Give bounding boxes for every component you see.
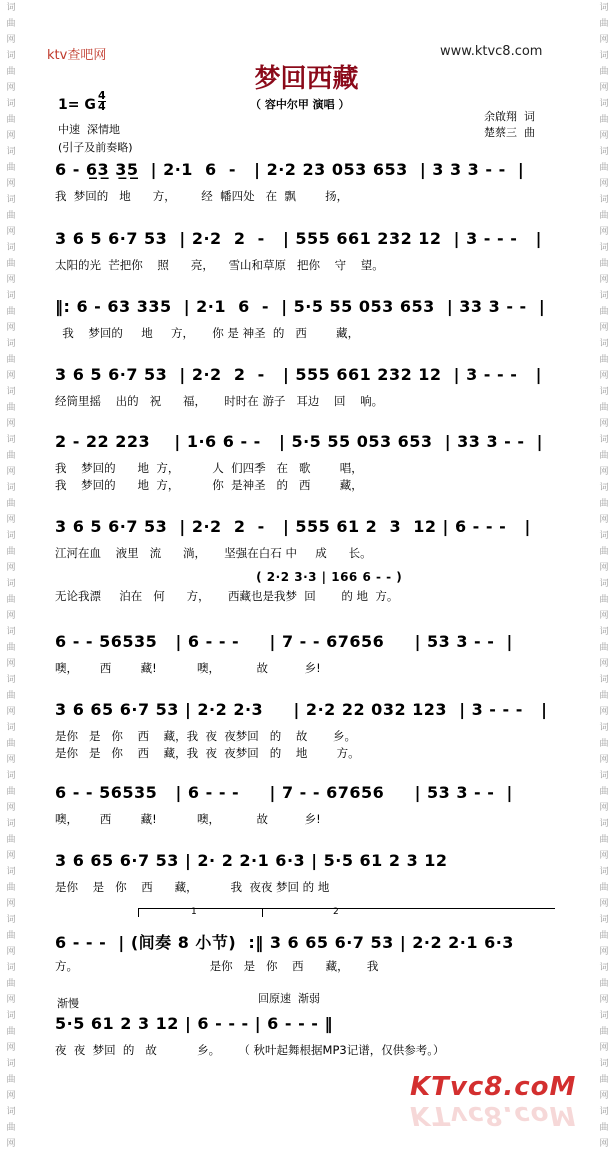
- ktvc8-logo: KTvc8.coM: [410, 1072, 577, 1102]
- watermark-char: 网: [6, 707, 16, 717]
- tempo-marking: 中速 深情地: [58, 123, 120, 136]
- watermark-char: 词: [599, 819, 609, 829]
- notes-line: 6 - - 56535 | 6 - - - | 7 - - 67656 | 53 3 - - |: [55, 783, 513, 802]
- marking-slow: 渐慢: [57, 997, 79, 1010]
- watermark-char: 曲: [6, 691, 16, 701]
- watermark-char: 词: [6, 435, 16, 445]
- watermark-char: 网: [6, 179, 16, 189]
- watermark-char: 网: [6, 755, 16, 765]
- watermark-char: 词: [599, 723, 609, 733]
- watermark-char: 网: [599, 131, 609, 141]
- watermark-char: 曲: [6, 211, 16, 221]
- lyric-line: 我 梦回的 地 方， 你 是 神圣 的 西 藏，: [55, 326, 360, 340]
- watermark-char: 曲: [599, 691, 609, 701]
- ktvc8-logo-reflection: KTvc8.coM: [410, 1100, 577, 1130]
- singer-credit: （ 容中尔甲 演唱 ）: [250, 98, 350, 111]
- watermark-char: 网: [6, 803, 16, 813]
- watermark-char: 词: [599, 963, 609, 973]
- watermark-char: 词: [6, 675, 16, 685]
- watermark-char: 网: [6, 995, 16, 1005]
- watermark-char: 词: [6, 387, 16, 397]
- time-signature: [98, 91, 106, 112]
- lyric-line: 是你 是 你 西 藏，我 夜 夜梦回 的 故 乡。: [55, 729, 356, 743]
- watermark-char: 词: [599, 483, 609, 493]
- watermark-char: 曲: [599, 307, 609, 317]
- watermark-char: 曲: [599, 883, 609, 893]
- site-brand[interactable]: ktv查吧网: [47, 48, 107, 63]
- watermark-char: 曲: [599, 211, 609, 221]
- notes-line: 3 6 5 6·7 53 | 2·2 2 - | 555 661 232 12 | 3 - - - |: [55, 365, 542, 384]
- watermark-right: [595, 0, 613, 1165]
- watermark-char: 网: [6, 371, 16, 381]
- notes-line: 3 6 65 6·7 53 | 2· 2 2·1 6·3 | 5·5 61 2 3 12: [55, 851, 448, 870]
- watermark-char: 曲: [599, 739, 609, 749]
- watermark-char: 曲: [599, 835, 609, 845]
- key-signature: [58, 97, 96, 113]
- watermark-char: 曲: [6, 499, 16, 509]
- watermark-char: 词: [599, 867, 609, 877]
- watermark-char: 词: [599, 1059, 609, 1069]
- notes-line: 6 - - 56535 | 6 - - - | 7 - - 67656 | 53 3 - - |: [55, 632, 513, 651]
- watermark-char: 词: [599, 243, 609, 253]
- composer-credit: 楚蔡三 曲: [484, 126, 535, 139]
- watermark-char: 网: [599, 755, 609, 765]
- watermark-char: 网: [599, 1091, 609, 1101]
- watermark-char: 词: [6, 3, 16, 13]
- watermark-char: 网: [599, 275, 609, 285]
- watermark-char: 网: [599, 803, 609, 813]
- notes-line: ‖: 6 - 63 335 | 2·1 6 - | 5·5 55 053 653 | 33 3 - - |: [55, 297, 546, 316]
- notes-line: 6 - 6̲3̲ 3̲5̲ | 2·1 6 - | 2·2 23 053 653 | 3 3 3 - - |: [55, 160, 525, 179]
- watermark-char: 曲: [599, 931, 609, 941]
- lyric-line: 无论我漂 泊在 何 方， 西藏也是我梦 回 的 地 方。: [55, 589, 399, 603]
- site-url[interactable]: www.ktvc8.com: [440, 44, 543, 59]
- watermark-char: 网: [6, 947, 16, 957]
- watermark-char: 词: [599, 51, 609, 61]
- watermark-char: 词: [6, 627, 16, 637]
- watermark-char: 曲: [6, 787, 16, 797]
- watermark-char: 词: [599, 915, 609, 925]
- notes-line: 5·5 61 2 3 12 | 6 - - - | 6 - - - ‖: [55, 1014, 333, 1033]
- watermark-char: 词: [6, 867, 16, 877]
- watermark-char: 曲: [6, 19, 16, 29]
- watermark-char: 词: [6, 147, 16, 157]
- watermark-char: 词: [6, 723, 16, 733]
- watermark-char: 网: [599, 995, 609, 1005]
- watermark-char: 网: [599, 563, 609, 573]
- watermark-char: 曲: [599, 979, 609, 989]
- volta-first-label: 1: [191, 907, 197, 917]
- lyric-line: 夜 夜 梦回 的 故 乡。 （ 秋叶起舞根据MP3记谱，仅供参考。）: [55, 1043, 445, 1057]
- watermark-char: 网: [6, 1043, 16, 1053]
- watermark-char: 网: [599, 179, 609, 189]
- watermark-char: 网: [599, 611, 609, 621]
- watermark-char: 曲: [6, 739, 16, 749]
- lyric-line: 经筒里摇 出的 祝 福， 时时在 游子 耳边 回 响。: [55, 394, 384, 408]
- lyric-line: 我 梦回的 地 方， 经 幡四处 在 飘 扬，: [55, 189, 349, 203]
- watermark-char: 网: [599, 35, 609, 45]
- watermark-char: 曲: [6, 1123, 16, 1133]
- watermark-left: [2, 0, 20, 1165]
- watermark-char: 网: [6, 851, 16, 861]
- watermark-char: 曲: [6, 643, 16, 653]
- watermark-char: 词: [6, 99, 16, 109]
- watermark-char: 网: [599, 227, 609, 237]
- watermark-char: 曲: [6, 67, 16, 77]
- song-title: 梦回西藏: [254, 64, 359, 94]
- watermark-char: 词: [6, 531, 16, 541]
- lyric-line: 方。 是你 是 你 西 藏， 我: [55, 959, 379, 973]
- watermark-char: 曲: [6, 163, 16, 173]
- watermark-char: 词: [6, 1107, 16, 1117]
- watermark-char: 词: [6, 915, 16, 925]
- notes-line: 3 6 5 6·7 53 | 2·2 2 - | 555 661 232 12 | 3 - - - |: [55, 229, 542, 248]
- lyric-line: 太阳的光 芒把你 照 亮， 雪山和草原 把你 守 望。: [55, 258, 384, 272]
- watermark-char: 网: [599, 851, 609, 861]
- watermark-char: 网: [599, 1043, 609, 1053]
- watermark-char: 网: [6, 515, 16, 525]
- watermark-char: 曲: [6, 547, 16, 557]
- watermark-char: 词: [599, 579, 609, 589]
- marking-tempo-back: 回原速 渐弱: [258, 992, 320, 1005]
- watermark-char: 曲: [6, 883, 16, 893]
- watermark-char: 网: [599, 467, 609, 477]
- watermark-char: 词: [599, 387, 609, 397]
- watermark-char: 曲: [6, 307, 16, 317]
- lyric-line: 是你 是 你 西 藏，我 夜 夜梦回 的 地 方。: [55, 746, 360, 760]
- watermark-char: 词: [6, 339, 16, 349]
- watermark-char: 曲: [6, 115, 16, 125]
- time-top: 4: [98, 89, 106, 102]
- notes-line: ( 2·2 3·3 | 166 6 - - ): [55, 570, 403, 584]
- watermark-char: 词: [6, 963, 16, 973]
- intro-note: (引子及前奏略): [58, 141, 133, 154]
- watermark-char: 词: [6, 1011, 16, 1021]
- watermark-char: 网: [599, 515, 609, 525]
- lyric-line: 江河在血 液里 流 淌， 坚强在白石 中 成 长。: [55, 546, 372, 560]
- watermark-char: 曲: [6, 259, 16, 269]
- watermark-char: 网: [599, 323, 609, 333]
- watermark-char: 词: [599, 99, 609, 109]
- watermark-char: 网: [6, 323, 16, 333]
- watermark-char: 曲: [6, 595, 16, 605]
- lyric-line: 噢， 西 藏! 噢， 故 乡!: [55, 661, 321, 675]
- notes-line: 3 6 65 6·7 53 | 2·2 2·3 | 2·2 22 032 123 | 3 - - - |: [55, 700, 548, 719]
- lyric-line: 是你 是 你 西 藏， 我 夜夜 梦回 的 地: [55, 880, 330, 894]
- lyric-line: 噢， 西 藏! 噢， 故 乡!: [55, 812, 321, 826]
- watermark-char: 曲: [6, 835, 16, 845]
- watermark-char: 网: [6, 227, 16, 237]
- watermark-char: 词: [6, 771, 16, 781]
- watermark-char: 网: [6, 131, 16, 141]
- watermark-char: 曲: [6, 451, 16, 461]
- watermark-char: 曲: [599, 547, 609, 557]
- watermark-char: 曲: [599, 1075, 609, 1085]
- lyricist-credit: 余啟翔 词: [484, 110, 535, 123]
- watermark-char: 曲: [599, 643, 609, 653]
- watermark-char: 网: [599, 83, 609, 93]
- watermark-char: 网: [6, 659, 16, 669]
- watermark-char: 网: [6, 611, 16, 621]
- time-bottom: 4: [98, 100, 106, 113]
- watermark-char: 曲: [599, 355, 609, 365]
- watermark-char: 曲: [599, 19, 609, 29]
- watermark-char: 词: [6, 195, 16, 205]
- watermark-char: 词: [6, 51, 16, 61]
- watermark-char: 曲: [6, 1075, 16, 1085]
- watermark-char: 词: [599, 339, 609, 349]
- watermark-char: 词: [599, 147, 609, 157]
- notes-line: 6 - - - | (间奏 8 小节) :‖ 3 6 65 6·7 53 | 2·2 2·1 6·3: [55, 933, 514, 952]
- watermark-char: 网: [599, 371, 609, 381]
- watermark-char: 词: [6, 1059, 16, 1069]
- watermark-char: 网: [599, 707, 609, 717]
- watermark-char: 曲: [6, 1027, 16, 1037]
- watermark-char: 词: [6, 291, 16, 301]
- watermark-char: 网: [6, 35, 16, 45]
- watermark-char: 曲: [599, 163, 609, 173]
- watermark-char: 词: [599, 771, 609, 781]
- watermark-char: 词: [599, 291, 609, 301]
- key-label: 1= G: [58, 97, 96, 113]
- watermark-char: 网: [599, 947, 609, 957]
- watermark-char: 曲: [599, 115, 609, 125]
- watermark-char: 词: [6, 579, 16, 589]
- volta-second: [262, 908, 555, 917]
- watermark-char: 曲: [599, 67, 609, 77]
- watermark-char: 曲: [599, 595, 609, 605]
- watermark-char: 网: [6, 1091, 16, 1101]
- watermark-char: 网: [599, 899, 609, 909]
- watermark-char: 网: [6, 275, 16, 285]
- watermark-char: 词: [599, 531, 609, 541]
- watermark-char: 曲: [6, 355, 16, 365]
- watermark-char: 词: [6, 483, 16, 493]
- watermark-char: 词: [6, 819, 16, 829]
- notes-line: 3 6 5 6·7 53 | 2·2 2 - | 555 61 2 3 12 | 6 - - - |: [55, 517, 531, 536]
- watermark-char: 网: [6, 467, 16, 477]
- watermark-char: 词: [599, 3, 609, 13]
- watermark-char: 曲: [599, 787, 609, 797]
- watermark-char: 曲: [599, 1027, 609, 1037]
- watermark-char: 词: [599, 195, 609, 205]
- watermark-char: 曲: [6, 931, 16, 941]
- watermark-char: 曲: [6, 403, 16, 413]
- watermark-char: 词: [599, 1011, 609, 1021]
- watermark-char: 网: [6, 83, 16, 93]
- watermark-char: 曲: [6, 979, 16, 989]
- watermark-char: 曲: [599, 1123, 609, 1133]
- watermark-char: 网: [599, 419, 609, 429]
- watermark-char: 曲: [599, 259, 609, 269]
- watermark-char: 词: [6, 243, 16, 253]
- watermark-char: 词: [599, 435, 609, 445]
- notes-line: 2 - 22 223 | 1·6 6 - - | 5·5 55 053 653 | 33 3 - - |: [55, 432, 543, 451]
- watermark-char: 网: [599, 1139, 609, 1149]
- watermark-char: 曲: [599, 451, 609, 461]
- watermark-char: 网: [6, 899, 16, 909]
- watermark-char: 曲: [599, 403, 609, 413]
- watermark-char: 曲: [599, 499, 609, 509]
- lyric-line: 我 梦回的 地 方， 人 们四季 在 歌 唱，: [55, 461, 363, 475]
- volta-second-label: 2: [333, 907, 339, 917]
- watermark-char: 网: [599, 659, 609, 669]
- watermark-char: 网: [6, 563, 16, 573]
- watermark-char: 词: [599, 675, 609, 685]
- watermark-char: 词: [599, 1107, 609, 1117]
- watermark-char: 网: [6, 419, 16, 429]
- watermark-char: 词: [599, 627, 609, 637]
- watermark-char: 网: [6, 1139, 16, 1149]
- lyric-line: 我 梦回的 地 方， 你 是神圣 的 西 藏，: [55, 478, 363, 492]
